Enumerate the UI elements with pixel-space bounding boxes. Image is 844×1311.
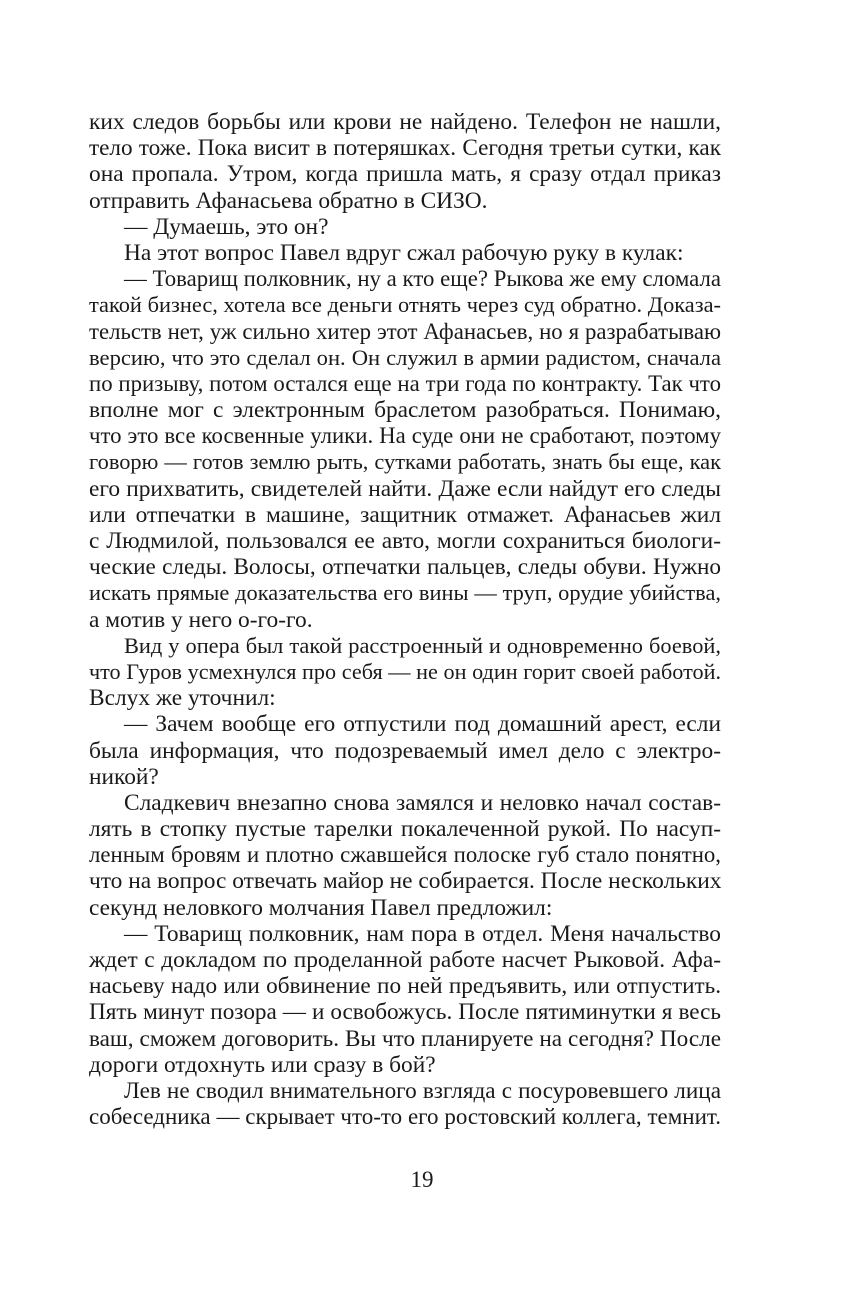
text-line: она пропала. Утром, когда пришла мать, я сразу отдал приказ xyxy=(89,161,721,188)
text-line: Вслух же уточнил: xyxy=(89,685,276,712)
text-line: Сладкевич внезапно снова замялся и неловко начал состав- xyxy=(124,789,721,816)
text-line: вполне мог с электронным браслетом разобраться. Понимаю, xyxy=(89,397,721,424)
paragraph-dialogue xyxy=(89,921,721,1078)
text-line: его прихватить, свидетелей найти. Даже если найдут его следы xyxy=(89,475,721,502)
text-line: ких следов борьбы или крови не найдено. Телефон не нашли, xyxy=(89,109,721,135)
paragraph xyxy=(89,790,721,921)
paragraph xyxy=(89,1078,721,1130)
text-line: На этот вопрос Павел вдруг сжал рабочую руку в кулак: xyxy=(124,239,684,266)
text-line: что на вопрос отвечать майор не собирается. После нескольких xyxy=(89,868,722,895)
body-text xyxy=(89,109,721,1130)
page-number: 19 xyxy=(410,1167,434,1192)
text-line: была информация, что подозреваемый имел дело с электро- xyxy=(89,737,721,764)
text-line: никой? xyxy=(89,763,159,790)
text-line: — Товарищ полковник, ну а кто еще? Рыкова же ему сломала xyxy=(124,266,721,292)
text-line: ждет с докладом по проделанной работе насчет Рыковой. Афа- xyxy=(89,947,721,973)
paragraph-dialogue xyxy=(89,266,721,633)
text-line: тело тоже. Пока висит в потеряшках. Сегодня третьи сутки, как xyxy=(89,135,721,162)
text-line: что это все косвенные улики. На суде они не сработают, поэтому xyxy=(89,423,721,449)
text-line: такой бизнес, хотела все деньги отнять через суд обратно. Доказа- xyxy=(89,292,721,318)
text-line: ваш, сможем договорить. Вы что планируете на сегодня? После xyxy=(89,1025,721,1052)
text-line: Лев не сводил внимательного взгляда с посуровевшего лица xyxy=(124,1077,721,1104)
text-line: искать прямые доказательства его вины — труп, орудие убийства, xyxy=(89,580,721,606)
text-line: дороги отдохнуть или сразу в бой? xyxy=(89,1051,436,1078)
text-line: секунд неловкого молчания Павел предложил: xyxy=(89,894,553,921)
paragraph xyxy=(89,633,721,712)
text-line: что Гуров усмехнулся про себя — не он один горит своей работой. xyxy=(89,658,721,684)
text-line: говорю — готов землю рыть, сутками работать, знать бы еще, как xyxy=(89,449,721,475)
text-line: — Зачем вообще его отпустили под домашний арест, если xyxy=(124,711,721,738)
text-line: лять в стопку пустые тарелки покалеченной рукой. По насуп- xyxy=(89,816,721,843)
paragraph-dialogue xyxy=(89,214,721,240)
text-line: с Людмилой, пользовался ее авто, могли сохраниться биологи- xyxy=(89,528,721,554)
text-line: версию, что это сделал он. Он служил в армии радистом, сначала xyxy=(89,344,721,370)
text-line: тельств нет, уж сильно хитер этот Афанасьев, но я разрабатываю xyxy=(89,318,721,344)
text-line: — Думаешь, это он? xyxy=(124,213,329,240)
text-line: или отпечатки в машине, защитник отмажет. Афанасьев жил xyxy=(89,501,721,528)
text-line: по призыву, потом остался еще на три года по контракту. Так что xyxy=(89,370,721,396)
text-line: отправить Афанасьева обратно в СИЗО. xyxy=(89,187,488,214)
text-line: насьеву надо или обвинение по ней предъявить, или отпустить. xyxy=(89,973,721,1000)
text-line: ленным бровям и плотно сжавшейся полоске губ стало понятно, xyxy=(89,842,721,868)
paragraph-continuation xyxy=(89,109,721,214)
text-line: Вид у опера был такой расстроенный и одновременно боевой, xyxy=(124,632,721,658)
paragraph-dialogue xyxy=(89,711,721,790)
text-line: — Товарищ полковник, нам пора в отдел. Меня начальство xyxy=(124,920,721,947)
paragraph xyxy=(89,240,721,266)
text-line: собеседника — скрывает что-то его ростовский коллега, темнит. xyxy=(89,1104,721,1130)
text-line: а мотив у него о-го-го. xyxy=(89,606,313,633)
text-line: Пять минут позора — и освобожусь. После пятиминутки я весь xyxy=(89,999,721,1026)
text-line: ческие следы. Волосы, отпечатки пальцев, следы обуви. Нужно xyxy=(89,554,721,581)
